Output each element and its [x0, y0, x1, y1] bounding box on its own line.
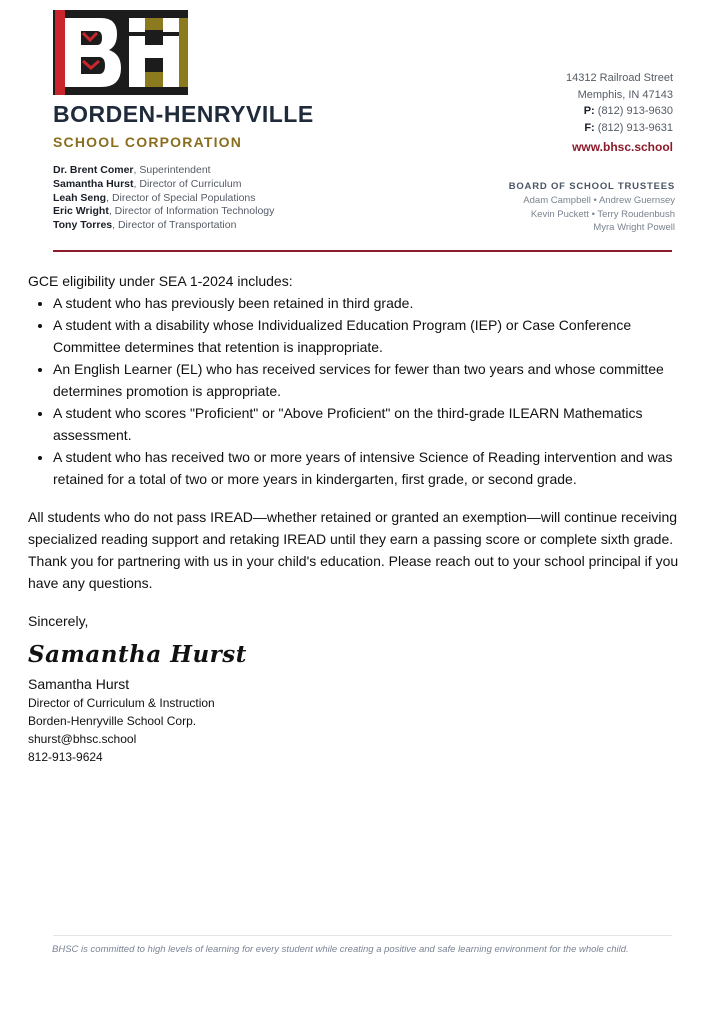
handwritten-signature: Samantha Hurst — [28, 641, 247, 668]
fax-number: (812) 913-9631 — [594, 122, 673, 135]
staff-role: , Director of Transportation — [112, 219, 237, 232]
staff-name: Dr. Brent Comer — [53, 164, 134, 176]
website-link[interactable]: www.bhsc.school — [572, 140, 673, 154]
list-item: • A student who has received two or more years of intensive Science of Reading intervention and was retained for a total of two or more years in kindergarten, first grade, or second grade. — [53, 446, 698, 490]
fax-line — [566, 120, 673, 137]
staff-name: Samantha Hurst — [53, 177, 134, 190]
trustees-block — [509, 180, 675, 235]
staff-item — [53, 192, 274, 206]
staff-name: Eric Wright — [53, 205, 109, 218]
fax-label: F: — [584, 122, 595, 135]
staff-role: , Director of Special Populations — [106, 191, 256, 204]
staff-role: , Director of Information Technology — [108, 205, 275, 218]
address-city: Memphis, IN 47143 — [577, 88, 673, 101]
list-item: • A student with a disability whose Individualized Education Program (IEP) or Case Conference Committee determines that retention is inappropriate. — [53, 314, 698, 358]
signer-email[interactable]: shurst@bhsc.school — [28, 732, 137, 746]
staff-role: , Superintendent — [133, 164, 211, 176]
trustees-line: Adam Campbell • Andrew Guernsey — [523, 194, 675, 206]
letterhead — [0, 0, 724, 254]
list-item: • A student who scores "Proficient" or "Above Proficient" on the third-grade ILEARN Mathematics assessment. — [53, 402, 698, 446]
footer-divider — [53, 935, 672, 936]
letter-body — [28, 270, 698, 766]
phone-line — [566, 103, 673, 120]
header-divider — [53, 250, 672, 252]
org-subtitle: SCHOOL CORPORATION — [53, 134, 243, 150]
intro-text: GCE eligibility under SEA 1-2024 includes: — [28, 273, 293, 289]
phone-label: P: — [583, 105, 595, 118]
staff-item — [53, 164, 274, 178]
closing: Sincerely, — [28, 613, 89, 629]
signer-title: Director of Curriculum & Instruction — [28, 696, 215, 710]
staff-name: Leah Seng — [53, 191, 107, 204]
staff-role: , Director of Curriculum — [133, 177, 242, 190]
trustees-title: BOARD OF SCHOOL TRUSTEES — [508, 181, 675, 192]
eligibility-list — [28, 292, 698, 490]
bh-logo — [53, 10, 188, 95]
staff-item — [53, 219, 274, 233]
staff-list — [53, 164, 274, 233]
signer-organization: Borden-Henryville School Corp. — [28, 714, 197, 728]
org-name: BORDEN-HENRYVILLE — [53, 101, 314, 127]
signer-name: Samantha Hurst — [28, 676, 130, 692]
address-block — [566, 70, 673, 137]
phone-number: (812) 913-9630 — [594, 105, 673, 118]
address-street: 14312 Railroad Street — [565, 72, 673, 84]
trustees-line: Kevin Puckett • Terry Roudenbush — [530, 208, 675, 220]
signer-phone: 812-913-9624 — [28, 750, 103, 764]
list-item: • An English Learner (EL) who has received services for fewer than two years and whose committee determines promotion is appropriate. — [53, 358, 698, 402]
bh-logo-graphic — [53, 10, 188, 95]
staff-name: Tony Torres — [53, 219, 113, 232]
list-item: • A student who has previously been retained in third grade. — [53, 292, 698, 314]
staff-item — [53, 205, 274, 219]
footer-mission: BHSC is committed to high levels of learning for every student while creating a positive and safe learning environment for the whole child. — [52, 944, 629, 955]
trustees-line: Myra Wright Powell — [593, 222, 675, 234]
staff-item — [53, 178, 274, 192]
body-paragraph: All students who do not pass IREAD—whether retained or granted an exemption—will continue receiving specialized reading support and retaking IREAD until they earn a passing score or complete sixth grade. Thank you for partnering with us in your child's education. Please reach out to your school principal if you have any questions. — [28, 509, 679, 591]
